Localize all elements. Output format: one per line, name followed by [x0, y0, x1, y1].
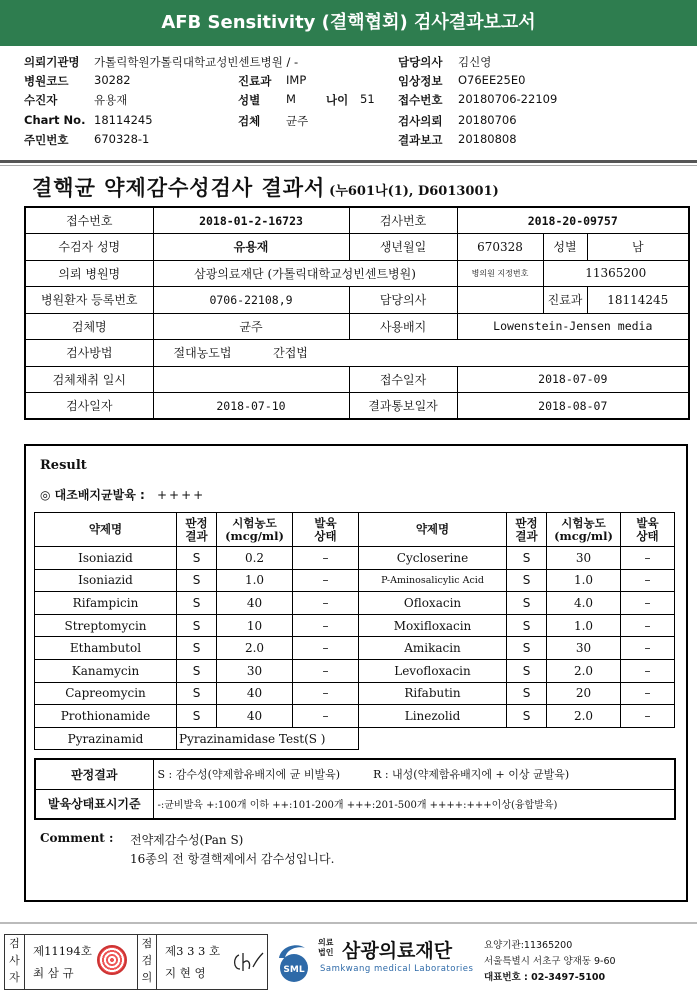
col-conc: 시험농도 (mcg/ml) — [217, 513, 293, 547]
info-method — [153, 340, 689, 367]
info-test-date: 2018-07-10 — [153, 393, 349, 420]
drug-cell-conc: 40 — [217, 705, 293, 728]
sex-value: M — [286, 92, 296, 106]
drug-row — [35, 592, 675, 615]
drug-cell-growth: – — [293, 705, 359, 728]
legend-judge-s: S : 감수성(약제함유배지에 균 비발육) — [157, 768, 341, 782]
hospital-label: 의뢰기관명 — [24, 55, 80, 69]
drug-cell-drug: Ethambutol — [35, 637, 177, 660]
info-label: 병의원 지정번호 — [457, 260, 543, 287]
drug-cell-drug: Ofloxacin — [359, 592, 507, 615]
info-row — [25, 366, 689, 393]
divider-thick — [0, 160, 697, 163]
meta-row-2 — [0, 73, 697, 90]
meta-row-1 — [0, 54, 697, 71]
drug-cell-drug: Kanamycin — [35, 659, 177, 682]
doctor-value: 김신영 — [458, 55, 492, 69]
drug-cell-result: S — [177, 569, 217, 592]
id-label: 주민번호 — [24, 133, 69, 147]
org-name: 삼광의료재단 — [342, 940, 453, 962]
official-seal-icon — [97, 945, 127, 975]
drug-cell-result: S — [177, 547, 217, 570]
drug-cell-conc: 4.0 — [547, 592, 621, 615]
drug-cell-result: S — [507, 637, 547, 660]
info-dept: 18114245 — [587, 287, 689, 314]
drug-cell-drug: Prothionamide — [35, 705, 177, 728]
meta-row-4 — [0, 113, 697, 130]
col-judge: 판정 결과 — [177, 513, 217, 547]
drug-row — [35, 659, 675, 682]
drug-cell-result: S — [507, 614, 547, 637]
info-label: 검사일자 — [25, 393, 153, 420]
report-title-code: (누601나(1), D6013001) — [329, 184, 499, 199]
info-method-2: 간접법 — [273, 346, 308, 361]
drug-cell-conc: 30 — [547, 547, 621, 570]
patient-value: 유용재 — [94, 93, 128, 107]
drug-cell-growth: – — [621, 637, 675, 660]
info-hospital-code: 11365200 — [543, 260, 689, 287]
drug-cell-conc: 20 — [547, 682, 621, 705]
drug-cell-conc: 2.0 — [547, 705, 621, 728]
info-row — [25, 313, 689, 340]
drug-cell-result: S — [507, 705, 547, 728]
info-accept-date: 2018-07-09 — [457, 366, 689, 393]
drug-cell-conc: 10 — [217, 614, 293, 637]
drug-row — [35, 614, 675, 637]
logo-text: SML — [283, 965, 305, 975]
drug-cell-result: S — [177, 682, 217, 705]
drug-row — [35, 637, 675, 660]
drug-cell-growth: – — [621, 659, 675, 682]
clinical-value: O76EE25E0 — [458, 73, 526, 87]
drug-cell-growth: – — [293, 614, 359, 637]
meta-row-5 — [0, 132, 697, 149]
info-notify-date: 2018-08-07 — [457, 393, 689, 420]
drug-row — [35, 569, 675, 592]
reviewer-no: 제3 3 3 호 — [165, 944, 221, 958]
info-patient-reg: 0706-22108,9 — [153, 287, 349, 314]
pza-drug: Pyrazinamid — [35, 727, 177, 750]
receipt-value: 20180706-22109 — [458, 92, 558, 106]
drug-cell-drug: Rifampicin — [35, 592, 177, 615]
org-address — [484, 938, 616, 986]
request-label: 검사의뢰 — [398, 114, 443, 128]
drug-cell-growth: – — [293, 637, 359, 660]
report-header-title: AFB Sensitivity (결핵협회) 검사결과보고서 — [161, 12, 536, 33]
info-row — [25, 207, 689, 234]
col-drug: 약제명 — [35, 513, 177, 547]
chart-label: Chart No. — [24, 113, 86, 127]
comment-line-1: 전약제감수성(Pan S) — [130, 833, 244, 847]
info-row — [25, 393, 689, 420]
drug-cell-conc: 1.0 — [217, 569, 293, 592]
addr-line-2: 서울특별시 서초구 양재동 9-60 — [484, 956, 616, 967]
drug-cell-result: S — [177, 659, 217, 682]
drug-cell-conc: 30 — [217, 659, 293, 682]
drug-table-body — [35, 547, 675, 728]
info-row — [25, 340, 689, 367]
pza-result: Pyrazinamidase Test(S ) — [177, 727, 359, 750]
org-tag: 의료 법인 — [318, 938, 334, 957]
info-label: 접수번호 — [25, 207, 153, 234]
chart-value: 18114245 — [94, 113, 153, 127]
drug-cell-growth: – — [293, 659, 359, 682]
info-label: 검사방법 — [25, 340, 153, 367]
examiner-no: 제11194호 — [33, 944, 92, 958]
drug-cell-conc: 1.0 — [547, 569, 621, 592]
info-label: 검사번호 — [349, 207, 457, 234]
specimen-value: 균주 — [286, 114, 309, 128]
sml-logo-icon — [275, 940, 313, 984]
drug-cell-growth: – — [621, 547, 675, 570]
pza-row — [35, 727, 675, 750]
specimen-label: 검체 — [238, 114, 261, 128]
drug-cell-conc: 0.2 — [217, 547, 293, 570]
legend-row — [35, 759, 675, 789]
report-title-text: 결핵균 약제감수성검사 결과서 — [32, 175, 326, 200]
info-req-hospital: 삼광의료재단 (가톨릭대학교성빈센트병원) — [153, 260, 457, 287]
drug-cell-conc: 1.0 — [547, 614, 621, 637]
drug-header-row — [35, 513, 675, 547]
examiner-name: 최 삼 규 — [33, 966, 74, 980]
receipt-label: 접수번호 — [398, 93, 443, 107]
drug-cell-growth: – — [621, 569, 675, 592]
drug-cell-growth: – — [293, 569, 359, 592]
info-method-1: 절대농도법 — [173, 346, 232, 361]
info-row — [25, 287, 689, 314]
info-name: 유용재 — [153, 234, 349, 261]
control-growth-value: ++++ — [156, 488, 206, 502]
drug-cell-drug: Cycloserine — [359, 547, 507, 570]
info-label: 결과통보일자 — [349, 393, 457, 420]
report-date-value: 20180808 — [458, 132, 517, 146]
info-label: 검체명 — [25, 313, 153, 340]
drug-row — [35, 682, 675, 705]
dept-value: IMP — [286, 73, 307, 87]
meta-block — [0, 54, 697, 150]
col-conc: 시험농도 (mcg/ml) — [547, 513, 621, 547]
footer-divider — [0, 922, 697, 924]
info-label: 의뢰 병원명 — [25, 260, 153, 287]
info-receipt-no: 2018-01-2-16723 — [153, 207, 349, 234]
age-label: 나이 — [326, 93, 349, 107]
legend-growth-label: 발육상태표시기준 — [35, 789, 153, 819]
info-label: 검체채취 일시 — [25, 366, 153, 393]
legend-row — [35, 789, 675, 819]
info-medium: Lowenstein-Jensen media — [457, 313, 689, 340]
drug-cell-drug: Capreomycin — [35, 682, 177, 705]
drug-cell-drug: Isoniazid — [35, 569, 177, 592]
col-judge: 판정 결과 — [507, 513, 547, 547]
control-growth — [40, 486, 205, 503]
comment-line-2: 16종의 전 항결핵제에서 감수성입니다. — [130, 852, 335, 866]
legend-judge-label: 판정결과 — [35, 759, 153, 789]
drug-cell-growth: – — [621, 592, 675, 615]
sex-label: 성별 — [238, 93, 261, 107]
report-date-label: 결과보고 — [398, 133, 443, 147]
patient-info-table — [24, 206, 690, 420]
reviewer-name: 지 현 영 — [165, 966, 206, 980]
col-drug: 약제명 — [359, 513, 507, 547]
drug-cell-result: S — [177, 637, 217, 660]
dept-label: 진료과 — [238, 74, 272, 88]
drug-cell-drug: Isoniazid — [35, 547, 177, 570]
info-row — [25, 260, 689, 287]
col-growth: 발육 상태 — [621, 513, 675, 547]
clinical-label: 임상정보 — [398, 74, 443, 88]
drug-cell-drug: Linezolid — [359, 705, 507, 728]
info-collect — [153, 366, 349, 393]
info-specimen: 균주 — [153, 313, 349, 340]
signature-icon — [231, 949, 265, 975]
code-label: 병원코드 — [24, 74, 69, 88]
info-label: 성별 — [543, 234, 587, 261]
drug-cell-conc: 40 — [217, 592, 293, 615]
age-value: 51 — [360, 92, 375, 106]
drug-cell-drug: Amikacin — [359, 637, 507, 660]
drug-row — [35, 547, 675, 570]
signature-box — [4, 934, 268, 990]
org-english-name: Samkwang medical Laboratories — [320, 964, 474, 974]
drug-cell-result: S — [507, 547, 547, 570]
drug-cell-result: S — [507, 659, 547, 682]
drug-cell-conc: 2.0 — [217, 637, 293, 660]
col-growth: 발육 상태 — [293, 513, 359, 547]
legend-judge-text — [153, 759, 675, 789]
info-sex: 남 — [587, 234, 689, 261]
addr-line-3: 대표번호 : 02-3497-5100 — [484, 972, 606, 983]
comment-label: Comment : — [40, 831, 114, 845]
info-doctor — [457, 287, 543, 314]
meta-row-3 — [0, 92, 697, 109]
info-row — [25, 234, 689, 261]
drug-cell-drug: Streptomycin — [35, 614, 177, 637]
drug-cell-result: S — [177, 705, 217, 728]
drug-cell-growth: – — [621, 614, 675, 637]
legend-growth-text: -:균비발육 +:100개 이하 ++:101-200개 +++:201-500개 ++++:+++이상(융합발육) — [153, 789, 675, 819]
drug-cell-drug: Levofloxacin — [359, 659, 507, 682]
info-label: 병원환자 등록번호 — [25, 287, 153, 314]
drug-cell-result: S — [177, 592, 217, 615]
info-label: 담당의사 — [349, 287, 457, 314]
id-value: 670328-1 — [94, 132, 150, 146]
hospital-value: 가톨릭학원가톨릭대학교성빈센트병원 / - — [94, 55, 299, 69]
info-label: 사용배지 — [349, 313, 457, 340]
drug-cell-drug: P-Aminosalicylic Acid — [359, 569, 507, 592]
drug-table — [34, 512, 675, 750]
info-label: 생년월일 — [349, 234, 457, 261]
drug-cell-drug: Moxifloxacin — [359, 614, 507, 637]
drug-row — [35, 705, 675, 728]
drug-cell-growth: – — [293, 592, 359, 615]
drug-cell-conc: 40 — [217, 682, 293, 705]
legend-judge-r: R : 내성(약제함유배지에 + 이상 균발육) — [373, 768, 570, 782]
info-label: 수검자 성명 — [25, 234, 153, 261]
drug-cell-result: S — [507, 682, 547, 705]
report-title — [32, 172, 499, 202]
request-value: 20180706 — [458, 113, 517, 127]
drug-cell-growth: – — [293, 682, 359, 705]
result-title: Result — [40, 458, 87, 473]
code-value: 30282 — [94, 73, 131, 87]
control-growth-label: ◎ 대조배지균발육 : — [40, 488, 145, 502]
info-test-no: 2018-20-09757 — [457, 207, 689, 234]
drug-cell-conc: 2.0 — [547, 659, 621, 682]
info-birth: 670328 — [457, 234, 543, 261]
patient-label: 수진자 — [24, 93, 58, 107]
reviewer-label: 점검의 — [137, 935, 157, 989]
drug-cell-result: S — [177, 614, 217, 637]
drug-cell-result: S — [507, 569, 547, 592]
examiner-label: 검사자 — [5, 935, 25, 989]
drug-cell-conc: 30 — [547, 637, 621, 660]
addr-line-1: 요양기관:11365200 — [484, 940, 573, 951]
divider-thin — [0, 165, 697, 166]
drug-cell-growth: – — [621, 682, 675, 705]
drug-cell-result: S — [507, 592, 547, 615]
info-label: 진료과 — [543, 287, 587, 314]
legend-table — [34, 758, 676, 820]
info-label: 접수일자 — [349, 366, 457, 393]
result-section — [24, 444, 688, 902]
drug-cell-drug: Rifabutin — [359, 682, 507, 705]
drug-cell-growth: – — [293, 547, 359, 570]
drug-cell-growth: – — [621, 705, 675, 728]
doctor-label: 담당의사 — [398, 55, 443, 69]
report-header-bar — [0, 0, 697, 46]
